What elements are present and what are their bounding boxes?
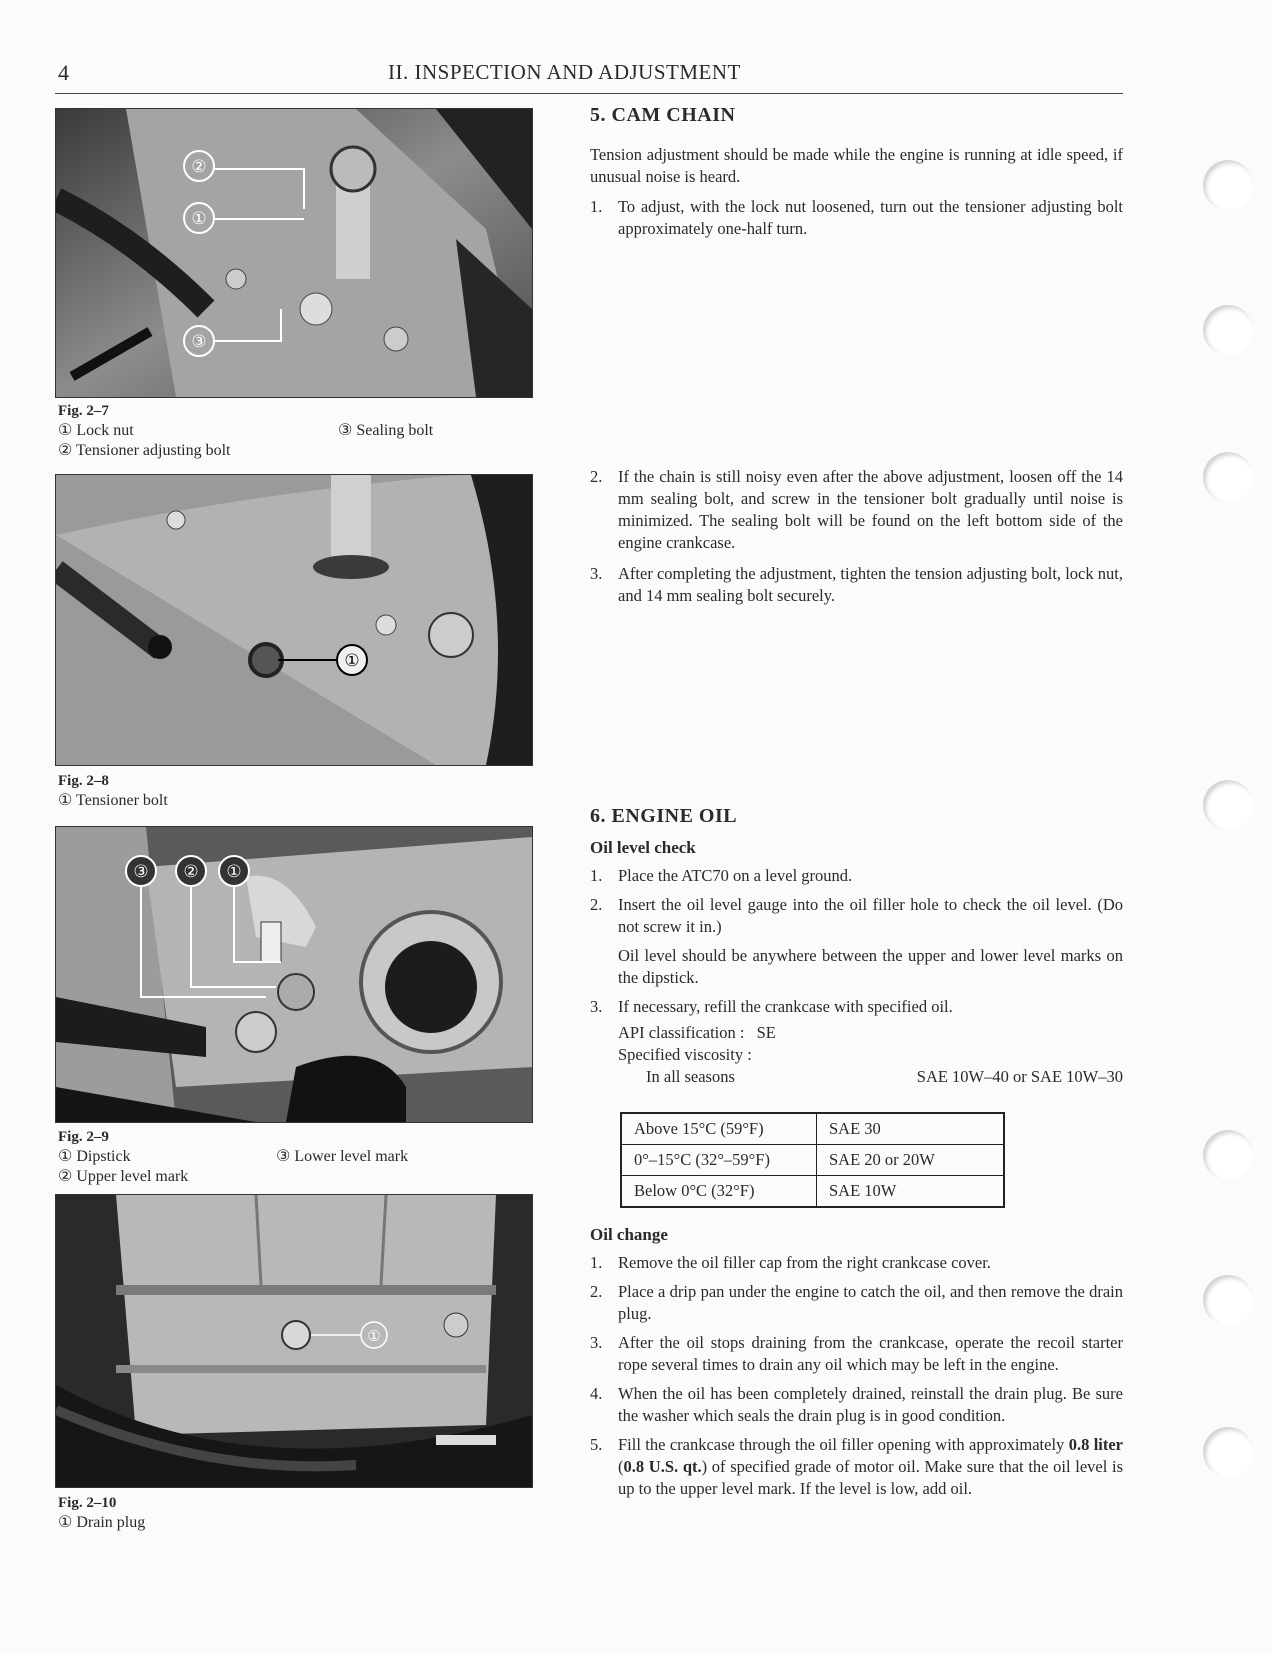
- list-number: 1.: [590, 866, 603, 885]
- subsection-title: Oil level check: [590, 838, 696, 857]
- list-text: After the oil stops draining from the crankcase, operate the recoil starter rope several times to drain any oil which may be left in the engine.: [618, 1333, 1123, 1374]
- table-row: [621, 1145, 1004, 1176]
- list-text: After completing the adjustment, tighten the tension adjusting bolt, lock nut, and 14 mm sealing bolt securely.: [618, 564, 1123, 605]
- cam-chain-continued: [590, 466, 1123, 614]
- list-text: Insert the oil level gauge into the oil filler hole to check the oil level. (Do not screw it in.): [618, 895, 1123, 936]
- api-classification: [590, 1022, 1123, 1044]
- fig-2-9-callout: ②: [183, 862, 199, 881]
- figure-2-10-photo: [55, 1194, 533, 1488]
- figure-label: Fig. 2–7: [58, 403, 109, 419]
- figure-2-7-caption: [58, 401, 478, 461]
- list-number: 4.: [590, 1384, 603, 1403]
- list-item: [590, 996, 1123, 1018]
- caption-item: ② Tensioner adjusting bolt: [58, 442, 231, 459]
- list-text: Remove the oil filler cap from the right crankcase cover.: [618, 1253, 991, 1272]
- seasons-label: In all seasons: [646, 1067, 735, 1086]
- fig-2-10-callout: ①: [367, 1329, 381, 1345]
- caption-item: ① Lock nut: [58, 422, 134, 439]
- figure-2-10-caption: [58, 1493, 478, 1533]
- list-item: [590, 1383, 1123, 1427]
- list-text: To adjust, with the lock nut loosened, turn out the tensioner adjusting bolt approximately one-half turn.: [618, 197, 1123, 238]
- caption-item: ① Tensioner bolt: [58, 792, 168, 809]
- oil-capacity-liter: 0.8 liter: [1068, 1435, 1124, 1454]
- binder-hole: [1203, 1130, 1253, 1180]
- list-number: 2.: [590, 467, 603, 486]
- binder-hole: [1203, 160, 1253, 210]
- section-title: 5. CAM CHAIN: [590, 104, 736, 126]
- figure-2-8-caption: [58, 771, 478, 811]
- list-text: Oil level should be anywhere between the upper and lower level marks on the dipstick.: [618, 946, 1123, 987]
- fig-2-7-callout: ③: [191, 332, 207, 351]
- list-text: Fill the crankcase through the oil filler opening with approximately: [618, 1435, 1069, 1454]
- binder-hole: [1203, 1275, 1253, 1325]
- list-number: 2.: [590, 895, 603, 914]
- list-number: 1.: [590, 1253, 603, 1272]
- fig-2-8-callout: ①: [344, 651, 360, 670]
- figure-2-9-caption: [58, 1127, 478, 1187]
- binder-hole: [1203, 780, 1253, 830]
- caption-item: ③ Sealing bolt: [338, 422, 434, 439]
- list-text: ) of specified grade of motor oil. Make sure that the oil level is up to the upper level mark. If the level is low, add oil.: [618, 1457, 1123, 1498]
- oil-grade-table: [620, 1112, 1005, 1208]
- oil-change-section: [590, 1224, 1123, 1507]
- list-item: [590, 1281, 1123, 1325]
- list-number: 2.: [590, 1282, 603, 1301]
- figure-2-7-photo: [55, 108, 533, 398]
- figure-label: Fig. 2–8: [58, 773, 109, 789]
- list-item: [590, 196, 1123, 240]
- binder-hole: [1203, 1427, 1253, 1477]
- list-item: [590, 1434, 1123, 1500]
- figure-label: Fig. 2–9: [58, 1129, 109, 1145]
- cam-chain-section: [590, 104, 1123, 247]
- list-number: 1.: [590, 197, 603, 216]
- binder-hole: [1203, 452, 1253, 502]
- list-text: Place the ATC70 on a level ground.: [618, 866, 853, 885]
- engine-oil-section: [590, 805, 1123, 1088]
- caption-item: ③ Lower level mark: [276, 1148, 409, 1165]
- fig-2-7-callout: ①: [191, 209, 207, 228]
- table-cell: SAE 10W: [817, 1176, 1005, 1208]
- caption-item: ① Dipstick: [58, 1148, 131, 1165]
- api-label: API classification :: [618, 1023, 745, 1042]
- oil-capacity-quart: 0.8 U.S. qt.: [623, 1457, 702, 1476]
- caption-item: ② Upper level mark: [58, 1168, 189, 1185]
- page-header-title: II. INSPECTION AND ADJUSTMENT: [388, 60, 741, 84]
- list-item: [590, 1252, 1123, 1274]
- list-text: (: [618, 1457, 624, 1476]
- list-number: 5.: [590, 1435, 603, 1454]
- list-number: 3.: [590, 564, 603, 583]
- viscosity-label: Specified viscosity :: [618, 1045, 752, 1064]
- list-text: When the oil has been completely drained, reinstall the drain plug. Be sure the washer which seals the drain plug is in good condition.: [618, 1384, 1123, 1425]
- figure-2-8-photo: [55, 474, 533, 766]
- figure-2-9-photo: [55, 826, 533, 1123]
- list-item: [590, 894, 1123, 938]
- api-value: SE: [756, 1023, 776, 1042]
- seasons-row: [590, 1066, 1123, 1088]
- binder-hole: [1203, 305, 1253, 355]
- list-item: [590, 1332, 1123, 1376]
- table-cell: Below 0°C (32°F): [621, 1176, 817, 1208]
- list-item: [590, 865, 1123, 887]
- table-cell: SAE 30: [817, 1113, 1005, 1145]
- section-title: 6. ENGINE OIL: [590, 805, 738, 827]
- header-divider: [55, 93, 1123, 94]
- table-cell: 0°–15°C (32°–59°F): [621, 1145, 817, 1176]
- fig-2-7-callout: ②: [191, 157, 207, 176]
- table-cell: SAE 20 or 20W: [817, 1145, 1005, 1176]
- list-item: [590, 563, 1123, 607]
- list-text: Place a drip pan under the engine to catch the oil, and then remove the drain plug.: [618, 1282, 1123, 1323]
- list-number: 3.: [590, 1333, 603, 1352]
- caption-item: ① Drain plug: [58, 1514, 146, 1531]
- list-text: If necessary, refill the crankcase with specified oil.: [618, 997, 953, 1016]
- seasons-value: SAE 10W–40 or SAE 10W–30: [916, 1067, 1123, 1086]
- paragraph: Tension adjustment should be made while the engine is running at idle speed, if unusual noise is heard.: [590, 145, 1123, 186]
- table-row: [621, 1113, 1004, 1145]
- figure-label: Fig. 2–10: [58, 1495, 117, 1511]
- fig-2-9-callout: ①: [226, 862, 242, 881]
- table-cell: Above 15°C (59°F): [621, 1113, 817, 1145]
- list-item: [590, 945, 1123, 989]
- list-number: 3.: [590, 997, 603, 1016]
- subsection-title: Oil change: [590, 1225, 668, 1244]
- fig-2-9-callout: ③: [133, 862, 149, 881]
- page-number: 4: [58, 60, 69, 85]
- list-text: If the chain is still noisy even after the above adjustment, loosen off the 14 mm sealing bolt, and screw in the tensioner bolt gradually until noise is minimized. The sealing bolt will be found on the left bottom side of the engine crankcase.: [618, 467, 1123, 552]
- table-row: [621, 1176, 1004, 1208]
- list-item: [590, 466, 1123, 554]
